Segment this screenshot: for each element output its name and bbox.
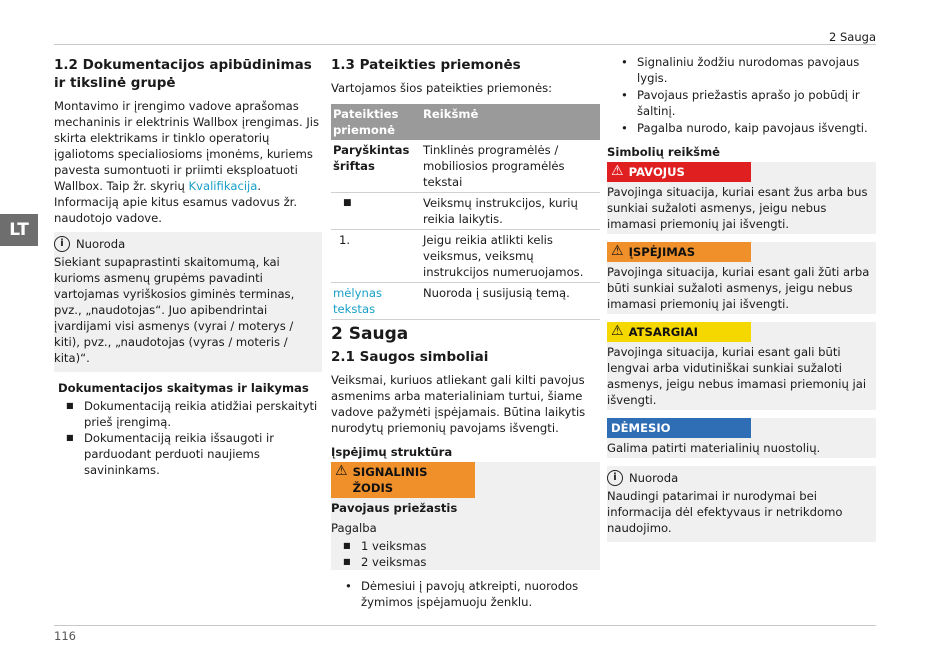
list-item: • Pagalba nurodo, kaip pavojaus išvengti.	[621, 120, 876, 136]
list-item: • Dėmesiui į pavojų atkreipti, nuorodos žymimos įspėjamuoju ženklu.	[345, 578, 600, 610]
table-cell: Veiksmų instrukcijos, kurių reikia laikytis.	[421, 193, 600, 230]
structure-bullets	[607, 54, 876, 136]
table-cell: Tinklinės programėlės / mobiliosios programėlės tekstai	[421, 140, 600, 193]
note-box	[607, 466, 876, 542]
table-cell: Paryškintas šriftas	[331, 140, 421, 193]
presentation-table	[331, 104, 600, 320]
column-2	[331, 52, 600, 611]
table-cell: 1.	[331, 230, 421, 283]
chapter-title: 2 Sauga	[331, 324, 409, 344]
qualification-link[interactable]: Kvalifikacija	[188, 179, 258, 193]
intro-paragraph: Montavimo ir įrengimo vadove aprašomas mechaninis ir elektrinis Wallbox įrengimas. Jis skirta elektrikams ir tinklo operatorių įgaliotoms specialiosioms įmonėms, kuriems pavesta sumontuoti ir priimti eksploatuoti Wallbox. Taip žr. skyrių Kvalifikacija.	[54, 99, 320, 193]
notice-text: Galima patirti materialinių nuostolių.	[607, 441, 821, 455]
warning-structure-heading: Įspėjimų struktūra	[331, 445, 453, 459]
column-1	[54, 52, 322, 478]
safety-symbols-text: Veiksmai, kuriuos atliekant gali kilti pavojus asmenims arba materialiniam turtui, šiame vadove pažymėti įspėjamais. Būtina laikytis nurodytų priemonių pavojams išvengti.	[331, 373, 586, 435]
notice-box	[607, 418, 876, 458]
notice-label: DĖMESIO	[607, 418, 751, 438]
warning-triangle-icon: ⚠	[611, 163, 624, 179]
table-cell: ■	[331, 193, 421, 230]
danger-text: Pavojinga situacija, kuriai esant žus arba bus sunkiai sužaloti asmenys, jeigu nebus imamasi priemonių jai išvengti.	[607, 185, 868, 231]
warning-label: ⚠ ĮSPĖJIMAS	[607, 242, 751, 262]
list-item: ■ 1 veiksmas	[343, 538, 600, 554]
section-title-2-1: 2.1 Saugos simboliai	[331, 349, 489, 365]
table-row	[331, 193, 600, 230]
warning-triangle-icon: ⚠	[335, 463, 348, 479]
steps-list	[331, 538, 600, 570]
warning-structure-box	[331, 462, 600, 570]
warning-text: Pavojinga situacija, kuriai esant gali žūti arba būti sunkiai sužaloti asmenys, jeigu nebus imamasi priemonių jai išvengti.	[607, 265, 870, 311]
list-item: ■ Dokumentaciją reikia išsaugoti ir parduodant perduoti naujiems savininkams.	[66, 430, 322, 478]
header-rule	[54, 44, 876, 45]
note-text: Naudingi patarimai ir nurodymai bei informacija dėl efektyvaus ir netrikdomo naudojimo.	[607, 489, 843, 535]
info-icon: i	[54, 236, 70, 252]
warning-triangle-icon: ⚠	[611, 323, 624, 339]
section-title-1-3: 1.3 Pateikties priemonės	[331, 57, 521, 73]
table-cell: mėlynas tekstas	[331, 283, 421, 320]
reading-bullets	[54, 398, 322, 478]
table-cell: Nuoroda į susijusią temą.	[421, 283, 600, 320]
help-label: Pagalba	[331, 521, 377, 535]
means-intro: Vartojamos šios pateikties priemonės:	[331, 81, 553, 95]
caution-label: ⚠ ATSARGIAI	[607, 322, 751, 342]
reading-storage-heading: Dokumentacijos skaitymas ir laikymas	[58, 381, 309, 395]
note-text: Siekiant supaprastinti skaitomumą, kai kurioms asmenų grupėms pavadinti vartojamas vyriškosios giminės terminas, pvz., „naudotojas“. Juo apibendrintai įvardijami visi asmenys (vyrai / moterys / kiti), pvz., „naudotojas (vyras / moteris / kita)“.	[54, 255, 295, 365]
danger-box	[607, 162, 876, 234]
warning-triangle-icon: ⚠	[611, 243, 624, 259]
info-icon: i	[607, 470, 623, 486]
table-row	[331, 283, 600, 320]
page-number: 116	[54, 629, 76, 643]
column-3	[607, 52, 876, 548]
footer-rule	[54, 625, 876, 626]
note-label: Nuoroda	[629, 471, 679, 485]
running-header-chapter: 2 Sauga	[829, 30, 876, 44]
caution-box	[607, 322, 876, 410]
symbols-meaning-heading: Simbolių reikšmė	[607, 145, 721, 159]
signal-word-label: ⚠ SIGNALINIS ŽODIS	[331, 462, 475, 498]
list-item: ■ 2 veiksmas	[343, 554, 600, 570]
table-row	[331, 230, 600, 283]
note-box	[54, 232, 322, 372]
list-item: ■ Dokumentaciją reikia atidžiai perskaityti prieš įrengimą.	[66, 398, 322, 430]
note-label: Nuoroda	[76, 237, 126, 251]
warning-box	[607, 242, 876, 314]
table-header-row	[331, 104, 600, 140]
table-header: Reikšmė	[421, 104, 600, 140]
language-tab: LT	[0, 214, 38, 246]
list-item: • Pavojaus priežastis aprašo jo pobūdį ir šaltinį.	[621, 87, 876, 119]
table-row	[331, 140, 600, 193]
hazard-cause: Pavojaus priežastis	[331, 501, 458, 515]
list-item: • Signaliniu žodžiu nurodomas pavojaus lygis.	[621, 54, 876, 86]
attention-list	[331, 578, 600, 610]
section-title-1-2: 1.2 Dokumentacijos apibūdinimas ir tikslinė grupė	[54, 57, 312, 91]
danger-label: ⚠ PAVOJUS	[607, 162, 751, 182]
table-header: Pateikties priemonė	[331, 104, 421, 140]
caution-text: Pavojinga situacija, kuriai esant gali būti lengvai arba vidutiniškai sunkiai sužaloti asmenys, jeigu nebus imamasi priemonių jai išvengti.	[607, 345, 867, 407]
manuals-paragraph: Informaciją apie kitus esamus vadovus žr. naudotojo vadove.	[54, 195, 298, 225]
table-cell: Jeigu reikia atlikti kelis veiksmus, veiksmų instrukcijos numeruojamos.	[421, 230, 600, 283]
